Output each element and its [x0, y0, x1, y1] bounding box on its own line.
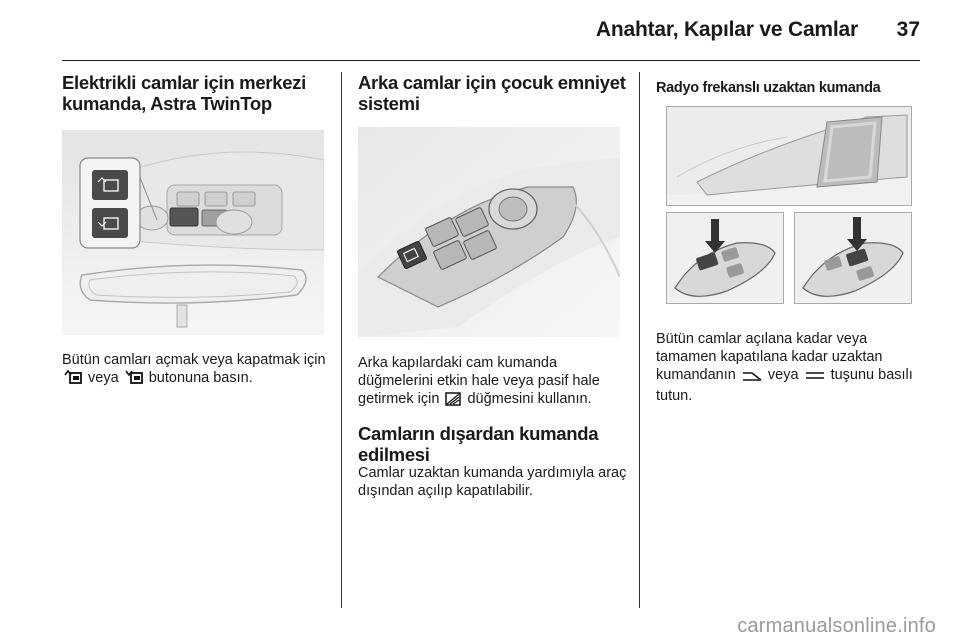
paragraph — [62, 351, 332, 390]
column-remote-control — [656, 72, 926, 404]
page-header — [62, 0, 920, 61]
paragraph-text: veya — [88, 370, 119, 386]
paragraph-text: veya — [767, 367, 799, 383]
paragraph-text: tuşunu basılı tutun. — [656, 367, 913, 404]
child-lock-icon — [445, 392, 461, 411]
page-title: Anahtar, Kapılar ve Camlar — [595, 18, 858, 41]
section-heading: Camların dışardan kumanda edilmesi — [358, 423, 599, 465]
watermark: carmanualsonline.info — [737, 615, 936, 637]
key-fob-lock-figure — [794, 212, 912, 304]
lock-key-icon — [805, 369, 825, 387]
unlock-key-icon — [742, 369, 762, 387]
section-heading-block — [358, 423, 628, 465]
paragraph-text: Camlar uzaktan kumanda yardımıyla araç dışından açılıp kapatılabilir. — [358, 465, 627, 499]
section-heading: Radyo frekanslı uzaktan kumanda — [656, 80, 881, 96]
column-child-safety — [358, 72, 627, 499]
paragraph-text: Bütün camları açmak veya kapatmak için — [62, 352, 326, 368]
column-central-window-control — [62, 72, 326, 386]
paragraph — [656, 330, 926, 405]
overhead-console-figure — [62, 130, 324, 335]
window-open-icon — [64, 369, 82, 390]
door-window-figure — [666, 106, 912, 206]
column-divider — [341, 72, 342, 608]
section-heading: Elektrikli camlar için merkezi kumanda, Astra TwinTop — [62, 72, 306, 114]
page-number: 37 — [896, 18, 920, 41]
key-fob-unlock-figure — [666, 212, 784, 304]
paragraph — [358, 354, 630, 411]
window-close-icon — [125, 369, 143, 390]
door-switch-panel-figure — [358, 127, 620, 337]
paragraph-text: Bütün camlar açılana kadar veya tamamen kapatılana kadar uzaktan kumandanın — [656, 331, 883, 383]
paragraph-text: düğmesini kullanın. — [467, 391, 592, 407]
paragraph-text: Arka kapılardaki cam kumanda düğmelerini etkin hale veya pasif hale getirmek için — [358, 355, 600, 407]
section-heading: Arka camlar için çocuk emniyet sistemi — [358, 72, 626, 114]
column-divider — [639, 72, 640, 608]
paragraph — [358, 464, 630, 500]
paragraph-text: butonuna basın. — [148, 370, 253, 386]
